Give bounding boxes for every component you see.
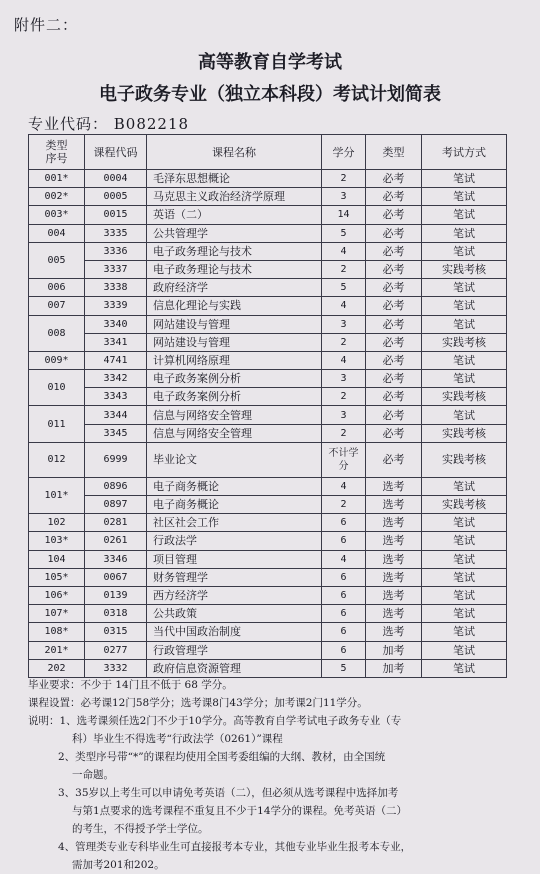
table-row xyxy=(29,206,507,224)
graduation-requirement: 毕业要求：不少于 14门且不低于 68 学分。 xyxy=(28,679,233,691)
header-category: 类型 xyxy=(366,135,422,170)
credits-cell: 6 xyxy=(322,514,366,532)
note-3-cont: 与第1点要求的选考课程不重复且不少于14学分的课程。免考英语（二） xyxy=(72,805,408,817)
course-name-cell: 社区社会工作 xyxy=(147,514,322,532)
credits-cell: 4 xyxy=(322,550,366,568)
table-row xyxy=(29,242,507,260)
category-cell: 选考 xyxy=(366,532,422,550)
course-name-cell: 毛泽东思想概论 xyxy=(147,170,322,188)
credits-cell: 3 xyxy=(322,406,366,424)
credits-cell: 3 xyxy=(322,188,366,206)
course-name-cell: 马克思主义政治经济学原理 xyxy=(147,188,322,206)
course-name-cell: 电子政务理论与技术 xyxy=(147,242,322,260)
type-no-cell: 001* xyxy=(29,170,85,188)
course-name-cell: 英语（二） xyxy=(147,206,322,224)
category-cell: 必考 xyxy=(366,442,422,477)
table-row xyxy=(29,623,507,641)
type-no-cell: 006 xyxy=(29,279,85,297)
table-row xyxy=(29,514,507,532)
table-row xyxy=(29,188,507,206)
course-name-cell: 公共政策 xyxy=(147,605,322,623)
course-code-cell: 3346 xyxy=(85,550,147,568)
credits-cell: 4 xyxy=(322,477,366,495)
exam-method-cell: 笔试 xyxy=(422,279,507,297)
category-cell: 加考 xyxy=(366,659,422,677)
course-name-cell: 电子政务理论与技术 xyxy=(147,260,322,278)
course-code-cell: 3335 xyxy=(85,224,147,242)
credits-cell: 6 xyxy=(322,568,366,586)
credits-cell: 不计学分 xyxy=(322,442,366,477)
table-row xyxy=(29,297,507,315)
category-cell: 必考 xyxy=(366,242,422,260)
table-row xyxy=(29,424,507,442)
exam-method-cell: 笔试 xyxy=(422,315,507,333)
credits-cell: 6 xyxy=(322,586,366,604)
table-row xyxy=(29,568,507,586)
course-name-cell: 计算机网络原理 xyxy=(147,351,322,369)
exam-method-cell: 笔试 xyxy=(422,206,507,224)
notes-section xyxy=(28,676,514,874)
table-row xyxy=(29,224,507,242)
note-4: 4、管理类专业专科毕业生可直接报考本专业，其他专业毕业生报考本专业， xyxy=(58,841,412,853)
category-cell: 必考 xyxy=(366,260,422,278)
exam-method-cell: 笔试 xyxy=(422,406,507,424)
type-no-cell: 103* xyxy=(29,532,85,550)
table-row xyxy=(29,170,507,188)
course-code-cell: 3332 xyxy=(85,659,147,677)
type-no-cell: 104 xyxy=(29,550,85,568)
exam-method-cell: 笔试 xyxy=(422,370,507,388)
type-no-cell: 105* xyxy=(29,568,85,586)
exam-method-cell: 笔试 xyxy=(422,242,507,260)
credits-cell: 6 xyxy=(322,623,366,641)
course-name-cell: 网站建设与管理 xyxy=(147,333,322,351)
course-code-cell: 0318 xyxy=(85,605,147,623)
category-cell: 加考 xyxy=(366,641,422,659)
course-code-cell: 3341 xyxy=(85,333,147,351)
exam-method-cell: 笔试 xyxy=(422,477,507,495)
category-cell: 选考 xyxy=(366,568,422,586)
exam-method-cell: 笔试 xyxy=(422,514,507,532)
note-1: 说明：1、选考课须任选2门不少于10学分。高等教育自学考试电子政务专业（专 xyxy=(28,715,402,727)
course-name-cell: 当代中国政治制度 xyxy=(147,623,322,641)
table-row xyxy=(29,351,507,369)
note-2-cont: 一命题。 xyxy=(72,769,114,781)
exam-method-cell: 实践考核 xyxy=(422,442,507,477)
credits-cell: 5 xyxy=(322,659,366,677)
table-row xyxy=(29,641,507,659)
course-name-cell: 电子商务概论 xyxy=(147,477,322,495)
major-code: 专业代码： B082218 xyxy=(28,115,190,133)
header-exam-method: 考试方式 xyxy=(422,135,507,170)
credits-cell: 6 xyxy=(322,641,366,659)
table-row xyxy=(29,279,507,297)
course-code-cell: 3344 xyxy=(85,406,147,424)
course-code-cell: 0015 xyxy=(85,206,147,224)
course-name-cell: 政府信息资源管理 xyxy=(147,659,322,677)
credits-cell: 5 xyxy=(322,279,366,297)
course-code-cell: 3337 xyxy=(85,260,147,278)
category-cell: 必考 xyxy=(366,206,422,224)
note-3: 3、35岁以上考生可以申请免考英语（二），但必须从选考课程中选择加考 xyxy=(58,787,399,799)
header-course-name: 课程名称 xyxy=(147,135,322,170)
title-line-1: 高等教育自学考试 xyxy=(198,52,342,73)
course-name-cell: 电子政务案例分析 xyxy=(147,388,322,406)
exam-method-cell: 实践考核 xyxy=(422,424,507,442)
credits-cell: 3 xyxy=(322,370,366,388)
table-row xyxy=(29,605,507,623)
table-row xyxy=(29,496,507,514)
type-no-cell: 012 xyxy=(29,442,85,477)
table-row xyxy=(29,550,507,568)
credits-cell: 2 xyxy=(322,333,366,351)
course-code-cell: 6999 xyxy=(85,442,147,477)
table-row xyxy=(29,442,507,477)
table-header-row xyxy=(29,135,507,170)
note-4-cont: 需加考201和202。 xyxy=(72,859,165,871)
credits-cell: 14 xyxy=(322,206,366,224)
credits-cell: 4 xyxy=(322,297,366,315)
table-row xyxy=(29,659,507,677)
category-cell: 必考 xyxy=(366,370,422,388)
header-course-code: 课程代码 xyxy=(85,135,147,170)
course-name-cell: 信息与网络安全管理 xyxy=(147,406,322,424)
type-no-cell: 004 xyxy=(29,224,85,242)
credits-cell: 2 xyxy=(322,170,366,188)
course-name-cell: 西方经济学 xyxy=(147,586,322,604)
category-cell: 必考 xyxy=(366,297,422,315)
exam-method-cell: 实践考核 xyxy=(422,333,507,351)
exam-method-cell: 笔试 xyxy=(422,170,507,188)
type-no-cell: 101* xyxy=(29,477,85,513)
header-type-no: 类型 序号 xyxy=(29,135,85,170)
course-code-cell: 0004 xyxy=(85,170,147,188)
credits-cell: 3 xyxy=(322,315,366,333)
category-cell: 必考 xyxy=(366,388,422,406)
course-name-cell: 财务管理学 xyxy=(147,568,322,586)
category-cell: 必考 xyxy=(366,351,422,369)
type-no-cell: 102 xyxy=(29,514,85,532)
course-name-cell: 政府经济学 xyxy=(147,279,322,297)
title-line-2: 电子政务专业（独立本科段）考试计划简表 xyxy=(99,84,441,105)
type-no-cell: 107* xyxy=(29,605,85,623)
course-name-cell: 信息化理论与实践 xyxy=(147,297,322,315)
course-code-cell: 0896 xyxy=(85,477,147,495)
exam-method-cell: 笔试 xyxy=(422,641,507,659)
exam-method-cell: 笔试 xyxy=(422,623,507,641)
category-cell: 必考 xyxy=(366,170,422,188)
course-code-cell: 3340 xyxy=(85,315,147,333)
exam-method-cell: 笔试 xyxy=(422,188,507,206)
exam-method-cell: 笔试 xyxy=(422,586,507,604)
exam-method-cell: 笔试 xyxy=(422,351,507,369)
type-no-cell: 009* xyxy=(29,351,85,369)
exam-method-cell: 实践考核 xyxy=(422,388,507,406)
course-name-cell: 电子商务概论 xyxy=(147,496,322,514)
course-code-cell: 3342 xyxy=(85,370,147,388)
course-code-cell: 0281 xyxy=(85,514,147,532)
credits-cell: 4 xyxy=(322,351,366,369)
course-name-cell: 行政管理学 xyxy=(147,641,322,659)
exam-method-cell: 笔试 xyxy=(422,297,507,315)
course-code-cell: 0139 xyxy=(85,586,147,604)
course-name-cell: 毕业论文 xyxy=(147,442,322,477)
course-code-cell: 0067 xyxy=(85,568,147,586)
table-row xyxy=(29,586,507,604)
course-code-cell: 4741 xyxy=(85,351,147,369)
category-cell: 选考 xyxy=(366,623,422,641)
course-name-cell: 电子政务案例分析 xyxy=(147,370,322,388)
type-no-cell: 003* xyxy=(29,206,85,224)
type-no-cell: 005 xyxy=(29,242,85,278)
table-row xyxy=(29,260,507,278)
credits-cell: 6 xyxy=(322,532,366,550)
course-name-cell: 信息与网络安全管理 xyxy=(147,424,322,442)
course-code-cell: 3345 xyxy=(85,424,147,442)
exam-method-cell: 笔试 xyxy=(422,568,507,586)
type-no-cell: 108* xyxy=(29,623,85,641)
course-name-cell: 网站建设与管理 xyxy=(147,315,322,333)
category-cell: 必考 xyxy=(366,224,422,242)
exam-method-cell: 笔试 xyxy=(422,224,507,242)
course-code-cell: 0005 xyxy=(85,188,147,206)
category-cell: 选考 xyxy=(366,550,422,568)
credits-cell: 2 xyxy=(322,496,366,514)
category-cell: 必考 xyxy=(366,188,422,206)
table-row xyxy=(29,477,507,495)
type-no-cell: 007 xyxy=(29,297,85,315)
credits-cell: 6 xyxy=(322,605,366,623)
course-code-cell: 0315 xyxy=(85,623,147,641)
course-name-cell: 行政法学 xyxy=(147,532,322,550)
table-row xyxy=(29,388,507,406)
exam-method-cell: 笔试 xyxy=(422,550,507,568)
course-name-cell: 公共管理学 xyxy=(147,224,322,242)
course-name-cell: 项目管理 xyxy=(147,550,322,568)
credits-cell: 2 xyxy=(322,424,366,442)
exam-method-cell: 笔试 xyxy=(422,659,507,677)
table-row xyxy=(29,532,507,550)
category-cell: 选考 xyxy=(366,496,422,514)
category-cell: 选考 xyxy=(366,514,422,532)
credits-cell: 2 xyxy=(322,260,366,278)
category-cell: 必考 xyxy=(366,406,422,424)
type-no-cell: 202 xyxy=(29,659,85,677)
course-code-cell: 0277 xyxy=(85,641,147,659)
category-cell: 必考 xyxy=(366,279,422,297)
category-cell: 选考 xyxy=(366,586,422,604)
type-no-cell: 010 xyxy=(29,370,85,406)
exam-method-cell: 笔试 xyxy=(422,605,507,623)
note-1-cont: 科）毕业生不得选考“行政法学（0261）”课程 xyxy=(72,733,283,745)
table-row xyxy=(29,315,507,333)
table-row xyxy=(29,406,507,424)
exam-method-cell: 笔试 xyxy=(422,532,507,550)
category-cell: 必考 xyxy=(366,315,422,333)
exam-method-cell: 实践考核 xyxy=(422,496,507,514)
note-3-cont2: 的考生，不得授予学士学位。 xyxy=(72,823,209,835)
attachment-label: 附件二： xyxy=(14,16,79,34)
type-no-cell: 008 xyxy=(29,315,85,351)
type-no-cell: 011 xyxy=(29,406,85,442)
table-row xyxy=(29,333,507,351)
category-cell: 必考 xyxy=(366,333,422,351)
course-code-cell: 0897 xyxy=(85,496,147,514)
note-2: 2、类型序号带“*”的课程均使用全国考委组编的大纲、教材，由全国统 xyxy=(58,751,386,763)
course-code-cell: 3339 xyxy=(85,297,147,315)
credits-cell: 5 xyxy=(322,224,366,242)
type-no-cell: 201* xyxy=(29,641,85,659)
table-row xyxy=(29,370,507,388)
header-credits: 学分 xyxy=(322,135,366,170)
type-no-cell: 002* xyxy=(29,188,85,206)
course-code-cell: 3336 xyxy=(85,242,147,260)
category-cell: 选考 xyxy=(366,477,422,495)
category-cell: 必考 xyxy=(366,424,422,442)
exam-method-cell: 实践考核 xyxy=(422,260,507,278)
course-code-cell: 3343 xyxy=(85,388,147,406)
credits-cell: 4 xyxy=(322,242,366,260)
course-code-cell: 3338 xyxy=(85,279,147,297)
course-code-cell: 0261 xyxy=(85,532,147,550)
course-setup: 课程设置：必考课12门58学分；选考课8门43学分；加考课2门11学分。 xyxy=(28,697,368,709)
type-no-cell: 106* xyxy=(29,586,85,604)
credits-cell: 2 xyxy=(322,388,366,406)
exam-plan-table xyxy=(28,134,507,678)
category-cell: 选考 xyxy=(366,605,422,623)
